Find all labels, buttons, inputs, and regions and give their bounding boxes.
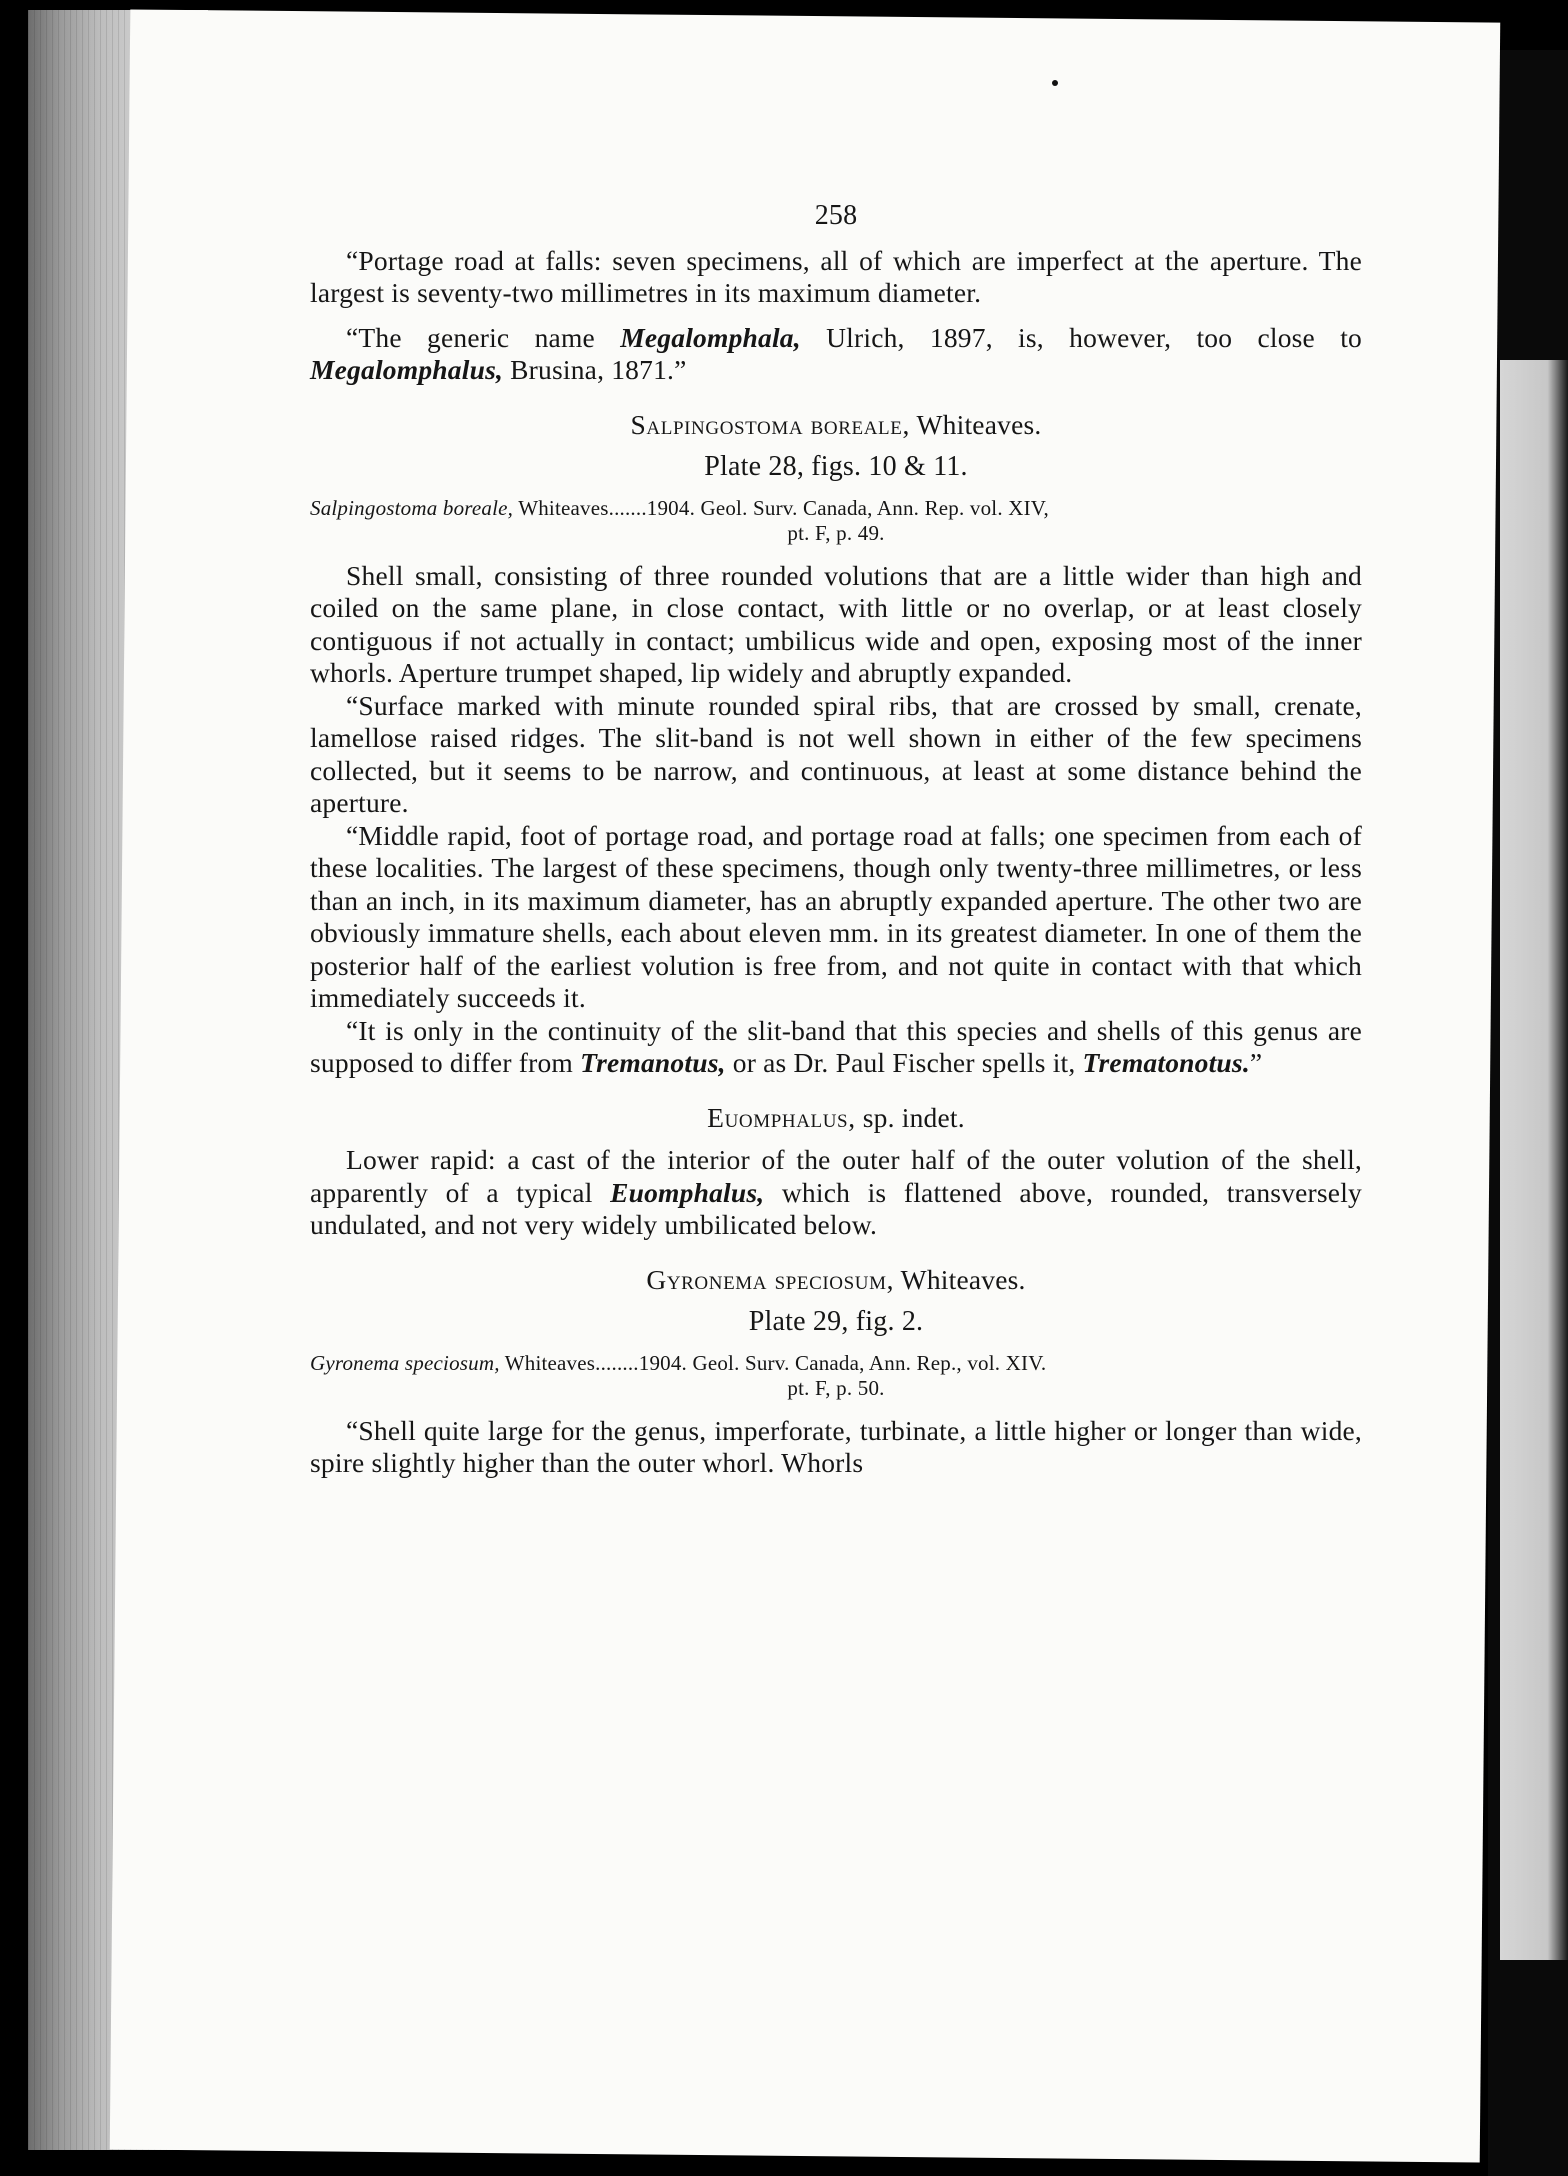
- section-heading: Salpingostoma boreale, Whiteaves.: [630, 408, 1042, 440]
- paragraph: “The generic name Megalomphala, Ulrich, 1897, is, however, too close to Megalomphalus, Brusina, 1871.”: [310, 321, 1363, 385]
- section-heading: Gyronema speciosum, Whiteaves.: [646, 1263, 1026, 1295]
- plate-reference: Plate 29, fig. 2.: [748, 1306, 924, 1337]
- paragraph: “It is only in the continuity of the slit-band that this species and shells of this genus are supposed to differ from Tremanotus, or as Dr. Paul Fischer spells it, Trematonotus.”: [310, 1014, 1362, 1078]
- ink-fleck: [1052, 80, 1058, 86]
- paragraph: Shell small, consisting of three rounded volutions that are a little wider than high and coiled on the same plane, in close contact, with little or no overlap, or at least closely contiguous if not actually in contact; umbilicus wide and open, exposing most of the inner whorls. Aperture trumpet shaped, lip widely and abruptly expanded.: [310, 559, 1362, 688]
- page-text: [310, 200, 1362, 1480]
- paragraph: Lower rapid: a cast of the interior of the outer half of the outer volution of the shell, apparently of a typical Euomphalus, which is flattened above, rounded, transversely undulated, and not very widely umbilicated below.: [310, 1144, 1362, 1240]
- bibliographic-reference: Gyronema speciosum, Whiteaves........1904. Geol. Surv. Canada, Ann. Rep., vol. XIV. pt. F, p. 50.: [310, 1350, 1047, 1400]
- facing-page-edge: [1500, 360, 1568, 1960]
- plate-reference: Plate 28, figs. 10 & 11.: [704, 451, 968, 482]
- paragraph: “Surface marked with minute rounded spiral ribs, that are crossed by small, crenate, lamellose raised ridges. The slit-band is not well shown in either of the few specimens collected, but it seems to be narrow, and continuous, at least at some distance behind the aperture.: [310, 689, 1362, 818]
- paragraph: “Middle rapid, foot of portage road, and portage road at falls; one specimen from each of these localities. The largest of these specimens, though only twenty-three millimetres, or less than an inch, in its maximum diameter, has an abruptly expanded aperture. The other two are obviously immature shells, each about eleven mm. in its greatest diameter. In one of them the posterior half of the earliest volution is free from, and not quite in contact with that which immediately succeeds it.: [310, 819, 1362, 1013]
- page-number: 258: [814, 200, 858, 231]
- paragraph: “Portage road at falls: seven specimens, all of which are imperfect at the aperture. The largest is seventy-two millimetres in its maximum diameter.: [310, 244, 1362, 308]
- paragraph: “Shell quite large for the genus, imperforate, turbinate, a little higher or longer than wide, spire slightly higher than the outer whorl. Whorls: [310, 1414, 1362, 1478]
- section-heading: Euomphalus, sp. indet.: [707, 1101, 965, 1133]
- bibliographic-reference: Salpingostoma boreale, Whiteaves.......1904. Geol. Surv. Canada, Ann. Rep. vol. XIV, pt. F, p. 49.: [310, 495, 1049, 545]
